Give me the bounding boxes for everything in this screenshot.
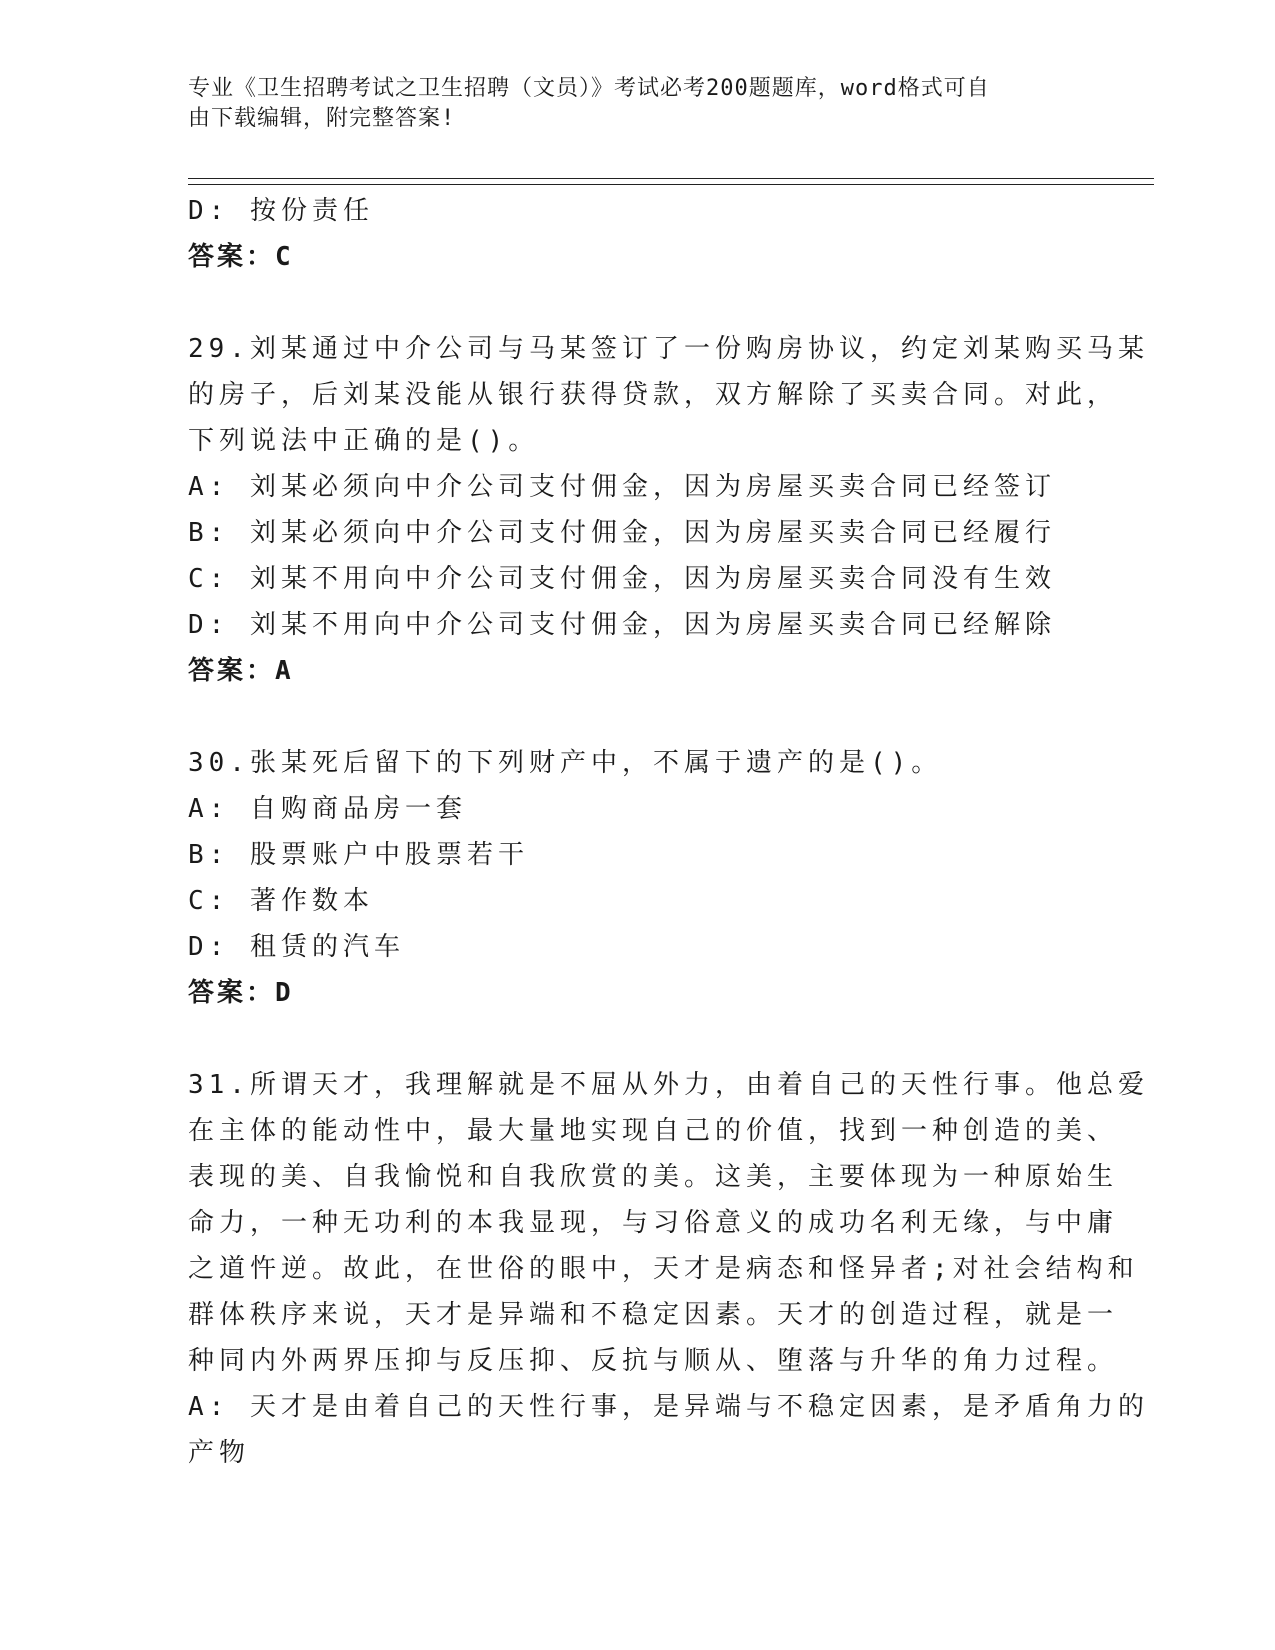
spacer xyxy=(188,1016,1088,1062)
q31-option-a-line-2: 产物 xyxy=(188,1438,251,1468)
q31-stem-line-7: 种同内外两界压抑与反压抑、反抗与顺从、堕落与升华的角力过程。 xyxy=(188,1346,1119,1376)
q31-stem-line-2: 在主体的能动性中，最大量地实现自己的价值，找到一种创造的美、 xyxy=(188,1116,1119,1146)
spacer xyxy=(188,280,1088,326)
q31-stem-line-6: 群体秩序来说，天才是异端和不稳定因素。天才的创造过程，就是一 xyxy=(188,1300,1119,1330)
q31-stem-line-1: 31.所谓天才，我理解就是不屈从外力，由着自己的天性行事。他总爱 xyxy=(188,1070,1149,1100)
spacer xyxy=(188,694,1088,740)
q29-option-d: D: 刘某不用向中介公司支付佣金，因为房屋买卖合同已经解除 xyxy=(188,610,1056,640)
header-line-1: 专业《卫生招聘考试之卫生招聘（文员）》考试必考200题题库，word格式可自 xyxy=(188,76,990,101)
q30-answer: 答案：D xyxy=(188,978,294,1008)
q29-stem-line-3: 下列说法中正确的是()。 xyxy=(188,426,540,456)
q29-option-c: C: 刘某不用向中介公司支付佣金，因为房屋买卖合同没有生效 xyxy=(188,564,1056,594)
q29-option-a: A: 刘某必须向中介公司支付佣金，因为房屋买卖合同已经签订 xyxy=(188,472,1056,502)
q31-stem-line-4: 命力，一种无功利的本我显现，与习俗意义的成功名利无缘，与中庸 xyxy=(188,1208,1119,1238)
prev-option-d: D: 按份责任 xyxy=(188,196,374,226)
q30-stem: 30.张某死后留下的下列财产中，不属于遗产的是()。 xyxy=(188,748,943,778)
question-31 xyxy=(188,1062,1149,1476)
q29-stem-line-1: 29.刘某通过中介公司与马某签订了一份购房协议，约定刘某购买马某 xyxy=(188,334,1149,364)
question-30 xyxy=(188,740,1088,1016)
q30-option-d: D: 租赁的汽车 xyxy=(188,932,405,962)
prev-answer: 答案：C xyxy=(188,242,294,272)
q29-stem-line-2: 的房子，后刘某没能从银行获得贷款，双方解除了买卖合同。对此， xyxy=(188,380,1119,410)
q29-answer: 答案：A xyxy=(188,656,294,686)
q31-option-a-line-1: A: 天才是由着自己的天性行事，是异端与不稳定因素，是矛盾角力的 xyxy=(188,1392,1149,1422)
question-content xyxy=(188,188,1149,1476)
q31-stem-line-3: 表现的美、自我愉悦和自我欣赏的美。这美，主要体现为一种原始生 xyxy=(188,1162,1119,1192)
q29-option-b: B: 刘某必须向中介公司支付佣金，因为房屋买卖合同已经履行 xyxy=(188,518,1056,548)
q31-stem-line-5: 之道忤逆。故此，在世俗的眼中，天才是病态和怪异者;对社会结构和 xyxy=(188,1254,1139,1284)
q30-option-a: A: 自购商品房一套 xyxy=(188,794,467,824)
q30-option-c: C: 著作数本 xyxy=(188,886,374,916)
page-header xyxy=(188,74,1068,134)
question-29 xyxy=(188,326,1149,694)
q30-option-b: B: 股票账户中股票若干 xyxy=(188,840,529,870)
header-line-2: 由下载编辑，附完整答案! xyxy=(188,106,456,131)
header-divider xyxy=(188,178,1154,185)
